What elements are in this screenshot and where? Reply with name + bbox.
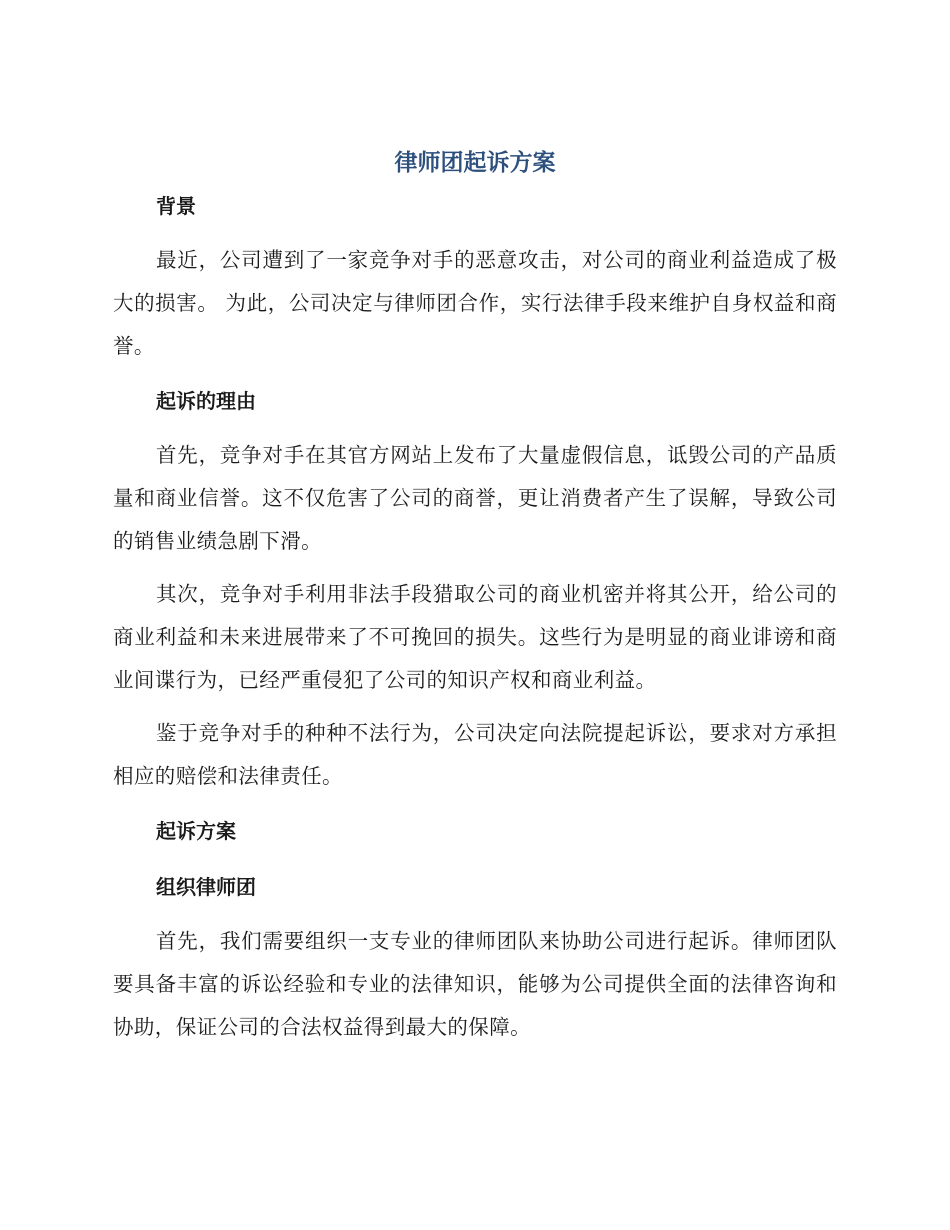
- section-heading-legal-team: 组织律师团: [156, 875, 256, 899]
- section-heading-background: 背景: [156, 194, 196, 218]
- paragraph-legal-team: 首先，我们需要组织一支专业的律师团队来协助公司进行起诉。律师团队要具备丰富的诉讼经验和专业的法律知识，能够为公司提供全面的法律咨询和协助，保证公司的合法权益得到最大的保障。: [113, 929, 837, 1039]
- document-title: 律师团起诉方案: [394, 150, 556, 176]
- section-heading-reasons: 起诉的理由: [156, 389, 256, 413]
- paragraph-background: 最近，公司遭到了一家竞争对手的恶意攻击，对公司的商业利益造成了极大的损害。 为此，公司决定与律师团合作，实行法律手段来维护自身权益和商誉。: [113, 248, 837, 358]
- paragraph-reason-1: 首先，竞争对手在其官方网站上发布了大量虚假信息，诋毁公司的产品质量和商业信誉。这不仅危害了公司的商誉，更让消费者产生了误解，导致公司的销售业绩急剧下滑。: [113, 443, 837, 553]
- paragraph-reason-2: 其次，竞争对手利用非法手段猎取公司的商业机密并将其公开，给公司的商业利益和未来进展带来了不可挽回的损失。这些行为是明显的商业诽谤和商业间谍行为，已经严重侵犯了公司的知识产权和商业利益。: [113, 582, 837, 692]
- paragraph-reason-3: 鉴于竞争对手的种种不法行为，公司决定向法院提起诉讼，要求对方承担相应的赔偿和法律责任。: [113, 721, 837, 788]
- section-heading-plan: 起诉方案: [156, 819, 236, 843]
